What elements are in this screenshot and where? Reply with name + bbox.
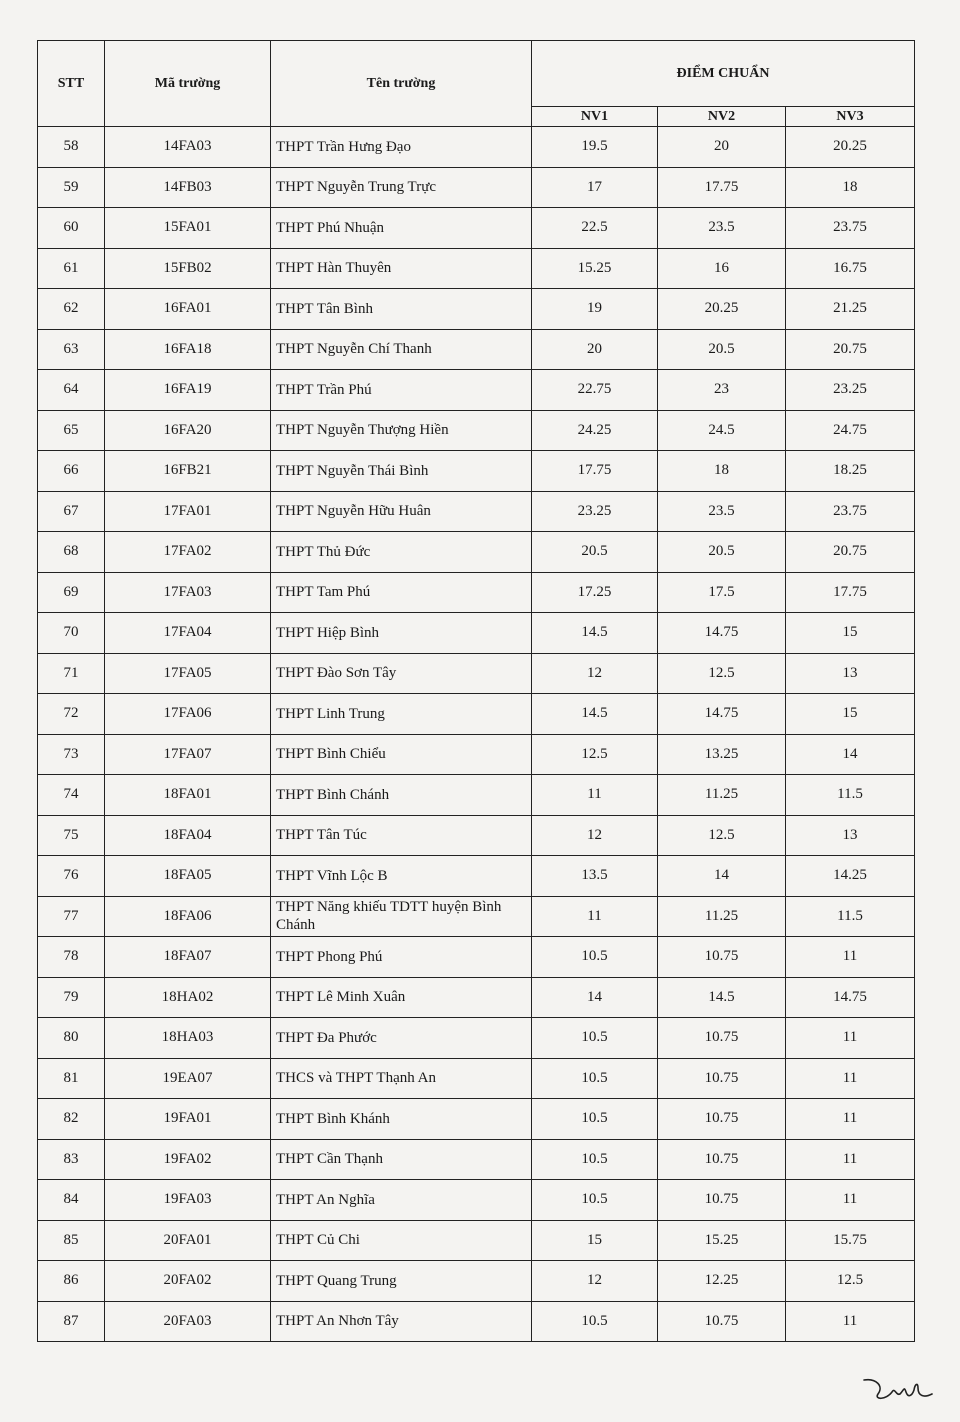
cell-school-code: 20FA02 bbox=[105, 1261, 271, 1302]
header-nv1: NV1 bbox=[532, 107, 658, 127]
cell-school-name: THPT Linh Trung bbox=[271, 694, 532, 735]
cell-school-name: THPT An Nhơn Tây bbox=[271, 1301, 532, 1342]
cell-school-code: 16FB21 bbox=[105, 451, 271, 492]
cell-stt: 69 bbox=[38, 572, 105, 613]
cell-nv2: 20.5 bbox=[658, 329, 786, 370]
cell-school-code: 18FA01 bbox=[105, 775, 271, 816]
cell-nv3: 14 bbox=[786, 734, 915, 775]
signature-mark bbox=[862, 1372, 934, 1406]
cell-stt: 72 bbox=[38, 694, 105, 735]
cell-school-name: THPT Cần Thạnh bbox=[271, 1139, 532, 1180]
cell-stt: 83 bbox=[38, 1139, 105, 1180]
cell-nv3: 11 bbox=[786, 937, 915, 978]
cell-nv1: 20 bbox=[532, 329, 658, 370]
cell-school-code: 17FA03 bbox=[105, 572, 271, 613]
cell-stt: 63 bbox=[38, 329, 105, 370]
cell-nv3: 23.75 bbox=[786, 208, 915, 249]
cell-nv2: 17.75 bbox=[658, 167, 786, 208]
cell-nv1: 14 bbox=[532, 977, 658, 1018]
cell-nv3: 21.25 bbox=[786, 289, 915, 330]
cell-nv2: 10.75 bbox=[658, 1301, 786, 1342]
cell-nv2: 17.5 bbox=[658, 572, 786, 613]
cell-nv1: 22.75 bbox=[532, 370, 658, 411]
table-row bbox=[38, 370, 915, 411]
cell-nv3: 11 bbox=[786, 1018, 915, 1059]
cell-school-code: 18HA02 bbox=[105, 977, 271, 1018]
cell-nv1: 12 bbox=[532, 1261, 658, 1302]
table-row bbox=[38, 734, 915, 775]
header-benchmark-score: ĐIỂM CHUẨN bbox=[532, 41, 915, 107]
cell-stt: 87 bbox=[38, 1301, 105, 1342]
table-row bbox=[38, 775, 915, 816]
cell-nv1: 11 bbox=[532, 896, 658, 937]
cell-school-code: 17FA07 bbox=[105, 734, 271, 775]
cell-school-code: 16FA18 bbox=[105, 329, 271, 370]
table-row bbox=[38, 937, 915, 978]
table-row bbox=[38, 451, 915, 492]
cell-nv1: 24.25 bbox=[532, 410, 658, 451]
cell-nv2: 15.25 bbox=[658, 1220, 786, 1261]
table-row bbox=[38, 491, 915, 532]
score-table bbox=[37, 40, 915, 1342]
table-row bbox=[38, 653, 915, 694]
cell-nv2: 24.5 bbox=[658, 410, 786, 451]
cell-school-name: THPT Đa Phước bbox=[271, 1018, 532, 1059]
cell-nv1: 11 bbox=[532, 775, 658, 816]
table-row bbox=[38, 127, 915, 168]
table-row bbox=[38, 572, 915, 613]
table-header bbox=[38, 41, 915, 127]
cell-nv3: 11 bbox=[786, 1058, 915, 1099]
cell-school-code: 15FA01 bbox=[105, 208, 271, 249]
header-nv2: NV2 bbox=[658, 107, 786, 127]
cell-nv3: 18 bbox=[786, 167, 915, 208]
cell-school-code: 18HA03 bbox=[105, 1018, 271, 1059]
cell-school-name: THPT Nguyễn Trung Trực bbox=[271, 167, 532, 208]
header-nv3: NV3 bbox=[786, 107, 915, 127]
cell-school-name: THPT Phú Nhuận bbox=[271, 208, 532, 249]
cell-nv1: 17.25 bbox=[532, 572, 658, 613]
cell-stt: 64 bbox=[38, 370, 105, 411]
cell-school-code: 14FB03 bbox=[105, 167, 271, 208]
cell-nv1: 15 bbox=[532, 1220, 658, 1261]
cell-stt: 81 bbox=[38, 1058, 105, 1099]
cell-stt: 86 bbox=[38, 1261, 105, 1302]
cell-stt: 76 bbox=[38, 856, 105, 897]
cell-stt: 85 bbox=[38, 1220, 105, 1261]
cell-nv2: 11.25 bbox=[658, 896, 786, 937]
cell-school-code: 16FA20 bbox=[105, 410, 271, 451]
cell-nv3: 23.25 bbox=[786, 370, 915, 411]
cell-nv3: 13 bbox=[786, 653, 915, 694]
cell-stt: 58 bbox=[38, 127, 105, 168]
cell-nv1: 14.5 bbox=[532, 613, 658, 654]
cell-nv1: 10.5 bbox=[532, 1301, 658, 1342]
cell-stt: 60 bbox=[38, 208, 105, 249]
cell-nv2: 10.75 bbox=[658, 1058, 786, 1099]
cell-nv1: 12 bbox=[532, 815, 658, 856]
table-row bbox=[38, 1180, 915, 1221]
cell-stt: 66 bbox=[38, 451, 105, 492]
cell-nv3: 15 bbox=[786, 694, 915, 735]
cell-nv3: 20.25 bbox=[786, 127, 915, 168]
cell-nv3: 24.75 bbox=[786, 410, 915, 451]
cell-stt: 67 bbox=[38, 491, 105, 532]
cell-nv1: 17.75 bbox=[532, 451, 658, 492]
cell-nv3: 15.75 bbox=[786, 1220, 915, 1261]
cell-nv2: 10.75 bbox=[658, 1099, 786, 1140]
table-row bbox=[38, 815, 915, 856]
cell-school-name: THPT Bình Chánh bbox=[271, 775, 532, 816]
cell-stt: 74 bbox=[38, 775, 105, 816]
table-row bbox=[38, 694, 915, 735]
cell-school-code: 16FA19 bbox=[105, 370, 271, 411]
cell-school-code: 17FA04 bbox=[105, 613, 271, 654]
cell-nv1: 19.5 bbox=[532, 127, 658, 168]
cell-school-name: THPT Vĩnh Lộc B bbox=[271, 856, 532, 897]
table-body bbox=[38, 127, 915, 1342]
cell-nv2: 14.75 bbox=[658, 613, 786, 654]
cell-school-name: THPT Bình Khánh bbox=[271, 1099, 532, 1140]
cell-nv1: 15.25 bbox=[532, 248, 658, 289]
cell-stt: 70 bbox=[38, 613, 105, 654]
cell-nv2: 20.5 bbox=[658, 532, 786, 573]
cell-nv3: 11 bbox=[786, 1301, 915, 1342]
table-row bbox=[38, 329, 915, 370]
cell-school-name: THPT Bình Chiểu bbox=[271, 734, 532, 775]
cell-nv1: 22.5 bbox=[532, 208, 658, 249]
cell-stt: 84 bbox=[38, 1180, 105, 1221]
cell-stt: 71 bbox=[38, 653, 105, 694]
cell-stt: 82 bbox=[38, 1099, 105, 1140]
cell-school-name: THPT Quang Trung bbox=[271, 1261, 532, 1302]
cell-nv2: 14.5 bbox=[658, 977, 786, 1018]
cell-school-code: 18FA05 bbox=[105, 856, 271, 897]
cell-nv2: 23 bbox=[658, 370, 786, 411]
cell-nv3: 20.75 bbox=[786, 532, 915, 573]
table-row bbox=[38, 248, 915, 289]
cell-nv3: 20.75 bbox=[786, 329, 915, 370]
cell-school-code: 19FA02 bbox=[105, 1139, 271, 1180]
cell-nv3: 23.75 bbox=[786, 491, 915, 532]
cell-school-code: 17FA02 bbox=[105, 532, 271, 573]
cell-nv2: 23.5 bbox=[658, 491, 786, 532]
cell-stt: 79 bbox=[38, 977, 105, 1018]
cell-nv2: 14.75 bbox=[658, 694, 786, 735]
table-row bbox=[38, 977, 915, 1018]
table-row bbox=[38, 410, 915, 451]
cell-nv2: 10.75 bbox=[658, 1018, 786, 1059]
cell-nv2: 12.5 bbox=[658, 815, 786, 856]
cell-school-name: THPT Hàn Thuyên bbox=[271, 248, 532, 289]
cell-school-code: 17FA06 bbox=[105, 694, 271, 735]
cell-nv1: 10.5 bbox=[532, 1099, 658, 1140]
cell-nv2: 10.75 bbox=[658, 1180, 786, 1221]
header-school-name: Tên trường bbox=[271, 41, 532, 127]
header-stt: STT bbox=[38, 41, 105, 127]
table-row bbox=[38, 1261, 915, 1302]
cell-school-code: 18FA06 bbox=[105, 896, 271, 937]
cell-nv1: 12.5 bbox=[532, 734, 658, 775]
cell-school-code: 18FA07 bbox=[105, 937, 271, 978]
cell-nv1: 20.5 bbox=[532, 532, 658, 573]
cell-school-name: THPT Tam Phú bbox=[271, 572, 532, 613]
table-row bbox=[38, 1099, 915, 1140]
cell-nv2: 10.75 bbox=[658, 1139, 786, 1180]
cell-school-code: 17FA01 bbox=[105, 491, 271, 532]
cell-nv3: 12.5 bbox=[786, 1261, 915, 1302]
cell-nv3: 14.75 bbox=[786, 977, 915, 1018]
cell-nv1: 23.25 bbox=[532, 491, 658, 532]
table-row bbox=[38, 1220, 915, 1261]
cell-school-name: THPT Trần Hưng Đạo bbox=[271, 127, 532, 168]
cell-nv1: 10.5 bbox=[532, 1180, 658, 1221]
cell-nv3: 13 bbox=[786, 815, 915, 856]
table-row bbox=[38, 1301, 915, 1342]
cell-nv2: 16 bbox=[658, 248, 786, 289]
cell-school-code: 20FA03 bbox=[105, 1301, 271, 1342]
cell-school-code: 14FA03 bbox=[105, 127, 271, 168]
cell-nv1: 10.5 bbox=[532, 1058, 658, 1099]
cell-school-code: 19FA03 bbox=[105, 1180, 271, 1221]
cell-stt: 80 bbox=[38, 1018, 105, 1059]
cell-nv2: 20.25 bbox=[658, 289, 786, 330]
cell-nv2: 12.25 bbox=[658, 1261, 786, 1302]
cell-nv3: 11 bbox=[786, 1139, 915, 1180]
cell-school-name: THCS và THPT Thạnh An bbox=[271, 1058, 532, 1099]
cell-stt: 77 bbox=[38, 896, 105, 937]
cell-nv2: 23.5 bbox=[658, 208, 786, 249]
cell-school-name: THPT Nguyễn Chí Thanh bbox=[271, 329, 532, 370]
cell-nv1: 12 bbox=[532, 653, 658, 694]
cell-nv2: 13.25 bbox=[658, 734, 786, 775]
cell-nv1: 14.5 bbox=[532, 694, 658, 735]
table-row bbox=[38, 167, 915, 208]
cell-school-name: THPT Nguyễn Hữu Huân bbox=[271, 491, 532, 532]
cell-school-name: THPT Hiệp Bình bbox=[271, 613, 532, 654]
table-row bbox=[38, 856, 915, 897]
cell-nv3: 18.25 bbox=[786, 451, 915, 492]
cell-nv3: 14.25 bbox=[786, 856, 915, 897]
cell-school-name: THPT Tân Bình bbox=[271, 289, 532, 330]
cell-nv2: 10.75 bbox=[658, 937, 786, 978]
cell-nv2: 20 bbox=[658, 127, 786, 168]
cell-school-name: THPT Thủ Đức bbox=[271, 532, 532, 573]
cell-school-code: 15FB02 bbox=[105, 248, 271, 289]
cell-nv2: 18 bbox=[658, 451, 786, 492]
cell-nv1: 17 bbox=[532, 167, 658, 208]
cell-school-code: 19FA01 bbox=[105, 1099, 271, 1140]
cell-school-name: THPT Nguyễn Thượng Hiền bbox=[271, 410, 532, 451]
cell-school-name: THPT Trần Phú bbox=[271, 370, 532, 411]
cell-nv3: 11 bbox=[786, 1099, 915, 1140]
table-row bbox=[38, 1139, 915, 1180]
cell-school-code: 16FA01 bbox=[105, 289, 271, 330]
table-row bbox=[38, 1018, 915, 1059]
cell-nv3: 17.75 bbox=[786, 572, 915, 613]
cell-stt: 78 bbox=[38, 937, 105, 978]
cell-stt: 68 bbox=[38, 532, 105, 573]
table-row bbox=[38, 896, 915, 937]
table-row bbox=[38, 1058, 915, 1099]
cell-nv2: 11.25 bbox=[658, 775, 786, 816]
header-school-code: Mã trường bbox=[105, 41, 271, 127]
cell-school-code: 17FA05 bbox=[105, 653, 271, 694]
cell-school-name: THPT Phong Phú bbox=[271, 937, 532, 978]
cell-stt: 65 bbox=[38, 410, 105, 451]
cell-school-name: THPT Lê Minh Xuân bbox=[271, 977, 532, 1018]
cell-nv1: 10.5 bbox=[532, 1139, 658, 1180]
cell-nv3: 11.5 bbox=[786, 775, 915, 816]
table-row bbox=[38, 613, 915, 654]
cell-school-code: 19EA07 bbox=[105, 1058, 271, 1099]
cell-stt: 59 bbox=[38, 167, 105, 208]
cell-nv3: 15 bbox=[786, 613, 915, 654]
cell-nv1: 10.5 bbox=[532, 1018, 658, 1059]
table-row bbox=[38, 289, 915, 330]
cell-stt: 73 bbox=[38, 734, 105, 775]
cell-nv2: 12.5 bbox=[658, 653, 786, 694]
cell-nv1: 13.5 bbox=[532, 856, 658, 897]
cell-school-name: THPT Năng khiếu TDTT huyện Bình Chánh bbox=[271, 896, 532, 937]
cell-nv1: 10.5 bbox=[532, 937, 658, 978]
cell-school-code: 18FA04 bbox=[105, 815, 271, 856]
cell-school-name: THPT Đào Sơn Tây bbox=[271, 653, 532, 694]
cell-nv3: 11 bbox=[786, 1180, 915, 1221]
cell-nv3: 11.5 bbox=[786, 896, 915, 937]
cell-nv1: 19 bbox=[532, 289, 658, 330]
table-row bbox=[38, 532, 915, 573]
cell-nv3: 16.75 bbox=[786, 248, 915, 289]
cell-school-name: THPT Củ Chi bbox=[271, 1220, 532, 1261]
cell-school-name: THPT An Nghĩa bbox=[271, 1180, 532, 1221]
cell-school-code: 20FA01 bbox=[105, 1220, 271, 1261]
cell-school-name: THPT Tân Túc bbox=[271, 815, 532, 856]
cell-stt: 62 bbox=[38, 289, 105, 330]
cell-school-name: THPT Nguyễn Thái Bình bbox=[271, 451, 532, 492]
cell-stt: 75 bbox=[38, 815, 105, 856]
cell-stt: 61 bbox=[38, 248, 105, 289]
table-row bbox=[38, 208, 915, 249]
cell-nv2: 14 bbox=[658, 856, 786, 897]
